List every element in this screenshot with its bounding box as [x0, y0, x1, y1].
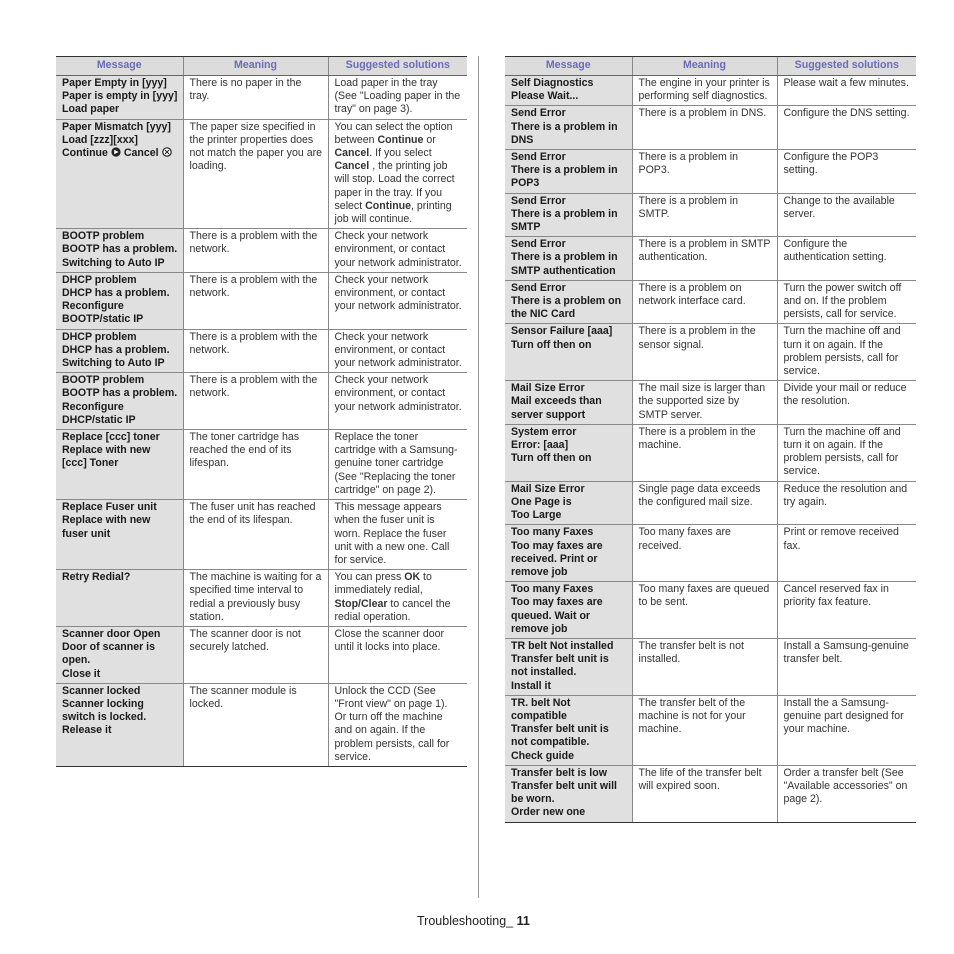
meaning-cell: Single page data exceeds the configured mail size.	[632, 481, 777, 525]
message-line: System error	[511, 425, 577, 438]
meaning-cell: There is a problem in DNS.	[632, 106, 777, 150]
solution-text: Turn the machine off and turn it on again. If the problem persists, call for service.	[783, 425, 901, 478]
header-suggested-solutions: Suggested solutions	[328, 57, 467, 76]
solution-cell	[777, 237, 916, 281]
message-line: Paper Mismatch [yyy]	[62, 120, 171, 133]
solution-cell	[328, 500, 467, 570]
solution-keyword: Cancel	[334, 160, 370, 173]
solution-cell	[777, 193, 916, 237]
solution-cell	[328, 430, 467, 500]
meaning-cell: There is a problem with the network.	[183, 329, 328, 373]
stop-button-icon	[159, 147, 172, 159]
message-line: BOOTP problem	[62, 230, 145, 243]
solution-cell	[328, 373, 467, 430]
message-cell	[56, 683, 183, 766]
message-cell	[505, 150, 632, 194]
message-line: Too many Faxes	[511, 526, 594, 539]
meaning-cell: The mail size is larger than the supported size by SMTP server.	[632, 381, 777, 425]
message-cell	[56, 430, 183, 500]
message-line: Too many Faxes	[511, 583, 594, 596]
message-line: Too Large	[511, 509, 562, 522]
message-line: Too may faxes are queued. Wait or remove job	[511, 596, 603, 635]
meaning-cell: There is a problem in POP3.	[632, 150, 777, 194]
message-line: DHCP problem	[62, 330, 137, 343]
message-line: Door of scanner is open.	[62, 641, 156, 667]
solution-cell	[328, 683, 467, 766]
page-footer	[417, 914, 530, 928]
solution-text: Check your network environment, or contact your network administrator.	[334, 374, 462, 413]
message-line: Scanner locked	[62, 684, 141, 697]
message-cell	[56, 76, 183, 120]
message-line: DHCP has a problem. Switching to Auto IP	[62, 343, 170, 370]
table-row	[505, 481, 916, 525]
meaning-cell: There is a problem in the sensor signal.	[632, 324, 777, 381]
table-row	[56, 570, 467, 627]
meaning-cell: There is no paper in the tray.	[183, 76, 328, 120]
solution-text: , the printing job will stop. Load the correct paper in the tray. If you select	[334, 160, 455, 212]
message-line: Send Error	[511, 238, 566, 251]
solution-cell	[328, 570, 467, 627]
meaning-cell: The toner cartridge has reached the end of its lifespan.	[183, 430, 328, 500]
message-line: Scanner locking switch is locked.	[62, 697, 147, 724]
message-line: There is a problem in SMTP authentication	[511, 251, 618, 277]
solution-text: Turn the power switch off and on. If the problem persists, call for service.	[783, 281, 902, 321]
table-header-row	[505, 57, 916, 76]
table-row	[56, 500, 467, 570]
message-cell	[505, 106, 632, 150]
table-row	[505, 237, 916, 281]
message-cell	[505, 76, 632, 106]
message-line: Transfer belt unit is not installed.	[511, 653, 609, 679]
meaning-cell: There is a problem on network interface card.	[632, 280, 777, 324]
solution-cell	[777, 638, 916, 695]
meaning-cell: The scanner module is locked.	[183, 683, 328, 766]
message-line: Paper Empty in [yyy]	[62, 77, 167, 89]
solution-cell	[328, 119, 467, 229]
solution-text: Configure the authentication setting.	[783, 238, 887, 264]
solution-text: You can press	[334, 571, 405, 584]
message-line: Load paper	[62, 103, 120, 116]
table-body	[505, 76, 916, 823]
header-message: Message	[56, 57, 183, 76]
solution-text: Configure the POP3 setting.	[783, 151, 879, 177]
message-cell	[56, 329, 183, 373]
meaning-cell: The paper size specified in the printer properties does not match the paper you are loading.	[183, 119, 328, 229]
message-cell	[505, 280, 632, 324]
solution-text: Install the a Samsung-genuine part designed for your machine.	[783, 696, 904, 736]
message-line: There is a problem on the NIC Card	[511, 295, 622, 321]
solution-text: You can select the option between	[334, 120, 453, 146]
meaning-cell: There is a problem in SMTP.	[632, 193, 777, 237]
message-line: Mail Size Error	[511, 482, 585, 495]
solution-cell	[328, 626, 467, 683]
message-line: Send Error	[511, 107, 566, 120]
message-cell	[505, 481, 632, 525]
message-cell	[505, 424, 632, 481]
message-cell	[56, 272, 183, 329]
error-message-table-right	[505, 56, 916, 823]
message-cell	[56, 570, 183, 627]
table-row	[505, 424, 916, 481]
solution-cell	[777, 106, 916, 150]
message-cell	[505, 582, 632, 639]
solution-text: . If you select	[369, 147, 432, 160]
meaning-cell: There is a problem in SMTP authentication.	[632, 237, 777, 281]
message-line: Retry Redial?	[62, 571, 131, 584]
solution-text: Close the scanner door until it locks into place.	[334, 627, 445, 654]
message-line: One Page is	[511, 495, 572, 508]
meaning-cell: The scanner door is not securely latched.	[183, 626, 328, 683]
table-row	[56, 683, 467, 766]
solution-text: to cancel the redial operation.	[334, 597, 451, 623]
message-line: Check guide	[511, 749, 574, 762]
message-line: Too may faxes are received. Print or remove job	[511, 539, 603, 578]
solution-text: or	[423, 133, 436, 146]
table-row	[505, 76, 916, 106]
message-line: Send Error	[511, 151, 566, 164]
solution-text: Install a Samsung-genuine transfer belt.	[783, 639, 909, 666]
table-row	[505, 695, 916, 765]
solution-keyword: Continue	[365, 199, 412, 212]
solution-text: Unlock the CCD (See "Front view" on page 1). Or turn off the machine and on again. If the problem persists, call for service.	[334, 684, 450, 763]
message-line: Transfer belt is low	[511, 766, 607, 779]
table-row	[56, 272, 467, 329]
solution-text: Please wait a few minutes.	[783, 77, 909, 89]
solution-text: Check your network environment, or contact your network administrator.	[334, 273, 462, 313]
solution-cell	[777, 280, 916, 324]
message-line: TR belt Not installed	[511, 639, 614, 652]
message-line: Replace with new [ccc] Toner	[62, 444, 151, 470]
solution-cell	[777, 481, 916, 525]
message-line: Transfer belt unit will be worn.	[511, 779, 617, 806]
solution-text: Configure the DNS setting.	[783, 107, 910, 120]
cancel-label: Cancel	[123, 147, 159, 160]
solution-cell	[328, 76, 467, 120]
message-line: Scanner door Open	[62, 627, 161, 640]
meaning-cell: The transfer belt of the machine is not for your machine.	[632, 695, 777, 765]
solution-cell	[328, 272, 467, 329]
page-number: 11	[516, 914, 530, 928]
solution-text: to immediately redial,	[334, 571, 432, 597]
solution-keyword: OK	[404, 571, 421, 584]
solution-cell	[777, 582, 916, 639]
message-cell	[505, 193, 632, 237]
solution-keyword: Cancel	[334, 147, 370, 160]
solution-cell	[328, 329, 467, 373]
meaning-cell: The fuser unit has reached the end of its lifespan.	[183, 500, 328, 570]
solution-text: Print or remove received fax.	[783, 526, 899, 552]
table-row	[505, 106, 916, 150]
solution-text: , printing job will continue.	[334, 199, 452, 226]
message-cell	[505, 324, 632, 381]
continue-label: Continue	[62, 147, 108, 160]
solution-cell	[777, 324, 916, 381]
message-cell	[56, 500, 183, 570]
table-row	[56, 76, 467, 120]
solution-text: Cancel reserved fax in priority fax feature.	[783, 583, 889, 609]
message-line: DHCP problem	[62, 273, 137, 286]
message-line	[62, 147, 178, 160]
table-row	[505, 582, 916, 639]
message-line: There is a problem in POP3	[511, 164, 618, 190]
header-suggested-solutions: Suggested solutions	[777, 57, 916, 76]
message-line: Turn off then on	[511, 452, 592, 465]
message-line: Release it	[62, 724, 112, 737]
message-cell	[56, 229, 183, 273]
message-cell	[505, 381, 632, 425]
footer-section-title: Troubleshooting_	[417, 914, 514, 928]
message-line: Turn off then on	[511, 338, 592, 351]
table-row	[505, 765, 916, 822]
meaning-cell: The machine is waiting for a specified time interval to redial a previously busy station.	[183, 570, 328, 627]
message-line: Close it	[62, 667, 101, 680]
solution-cell	[777, 525, 916, 582]
message-line: Sensor Failure [aaa]	[511, 325, 613, 338]
message-line: Mail Size Error	[511, 382, 585, 395]
message-line: BOOTP has a problem. Switching to Auto IP	[62, 243, 178, 269]
table-row	[56, 373, 467, 430]
table-row	[505, 193, 916, 237]
table-row	[505, 280, 916, 324]
message-line: Load [zzz][xxx]	[62, 133, 138, 146]
solution-text: Reduce the resolution and try again.	[783, 482, 908, 508]
column-divider	[478, 56, 479, 898]
message-line: Install it	[511, 679, 552, 692]
meaning-cell: Too many faxes are received.	[632, 525, 777, 582]
message-line: BOOTP problem	[62, 374, 145, 387]
meaning-cell: Too many faxes are queued to be sent.	[632, 582, 777, 639]
solution-cell	[777, 381, 916, 425]
message-cell	[505, 237, 632, 281]
message-cell	[56, 373, 183, 430]
message-line: Replace [ccc] toner	[62, 431, 160, 444]
message-cell	[505, 638, 632, 695]
message-line: Transfer belt unit is not compatible.	[511, 723, 609, 749]
header-meaning: Meaning	[632, 57, 777, 76]
header-message: Message	[505, 57, 632, 76]
table-row	[505, 638, 916, 695]
solution-cell	[328, 229, 467, 273]
solution-cell	[777, 765, 916, 822]
meaning-cell: The engine in your printer is performing self diagnostics.	[632, 76, 777, 106]
solution-cell	[777, 424, 916, 481]
solution-text: Load paper in the tray (See "Loading paper in the tray" on page 3).	[334, 77, 461, 116]
message-cell	[56, 119, 183, 229]
message-line: Replace Fuser unit	[62, 501, 157, 514]
message-line: TR. belt Not compatible	[511, 696, 571, 722]
message-line: Order new one	[511, 806, 586, 819]
meaning-cell: The life of the transfer belt will expired soon.	[632, 765, 777, 822]
error-message-table-left	[56, 56, 467, 767]
message-cell	[56, 626, 183, 683]
solution-text: This message appears when the fuser unit is worn. Replace the fuser unit with a new one. Call for service.	[334, 501, 450, 566]
table-header-row	[56, 57, 467, 76]
table-row	[56, 119, 467, 229]
meaning-cell: There is a problem with the network.	[183, 373, 328, 430]
table-row	[56, 626, 467, 683]
solution-text: Turn the machine off and turn it on again. If the problem persists, call for service.	[783, 325, 901, 378]
message-line: There is a problem in SMTP	[511, 207, 618, 234]
meaning-cell: There is a problem with the network.	[183, 229, 328, 273]
message-cell	[505, 765, 632, 822]
table-row	[505, 525, 916, 582]
table-body	[56, 76, 467, 767]
message-line: DHCP has a problem. Reconfigure BOOTP/static IP	[62, 287, 170, 326]
meaning-cell: There is a problem with the network.	[183, 272, 328, 329]
solution-keyword: Continue	[377, 133, 424, 146]
message-cell	[505, 695, 632, 765]
message-line: Replace with new fuser unit	[62, 514, 151, 540]
table-row	[56, 430, 467, 500]
message-line: There is a problem in DNS	[511, 120, 618, 146]
solution-text: Divide your mail or reduce the resolution.	[783, 382, 907, 408]
solution-text: Check your network environment, or contact your network administrator.	[334, 330, 462, 370]
message-line: Mail exceeds than server support	[511, 395, 602, 421]
message-line: Self Diagnostics Please Wait...	[511, 77, 594, 103]
solution-text: Check your network environment, or contact your network administrator.	[334, 230, 462, 269]
message-line: Send Error	[511, 281, 566, 294]
table-row	[505, 150, 916, 194]
message-line: Error: [aaa]	[511, 439, 569, 452]
solution-text: Replace the toner cartridge with a Samsung-genuine toner cartridge (See "Replacing the toner cartridge" on page 2).	[334, 431, 458, 496]
meaning-cell: The transfer belt is not installed.	[632, 638, 777, 695]
header-meaning: Meaning	[183, 57, 328, 76]
solution-text: Order a transfer belt (See "Available accessories" on page 2).	[783, 766, 908, 806]
message-cell	[505, 525, 632, 582]
solution-keyword: Stop/Clear	[334, 597, 388, 610]
table-row	[56, 229, 467, 273]
solution-cell	[777, 150, 916, 194]
message-line: BOOTP has a problem. Reconfigure DHCP/static IP	[62, 387, 178, 426]
solution-cell	[777, 695, 916, 765]
solution-text: Change to the available server.	[783, 194, 895, 220]
start-button-icon	[108, 147, 124, 159]
table-row	[56, 329, 467, 373]
solution-cell	[777, 76, 916, 106]
table-row	[505, 324, 916, 381]
meaning-cell: There is a problem in the machine.	[632, 424, 777, 481]
message-line: Paper is empty in [yyy]	[62, 90, 178, 103]
message-line: Send Error	[511, 194, 566, 207]
table-row	[505, 381, 916, 425]
